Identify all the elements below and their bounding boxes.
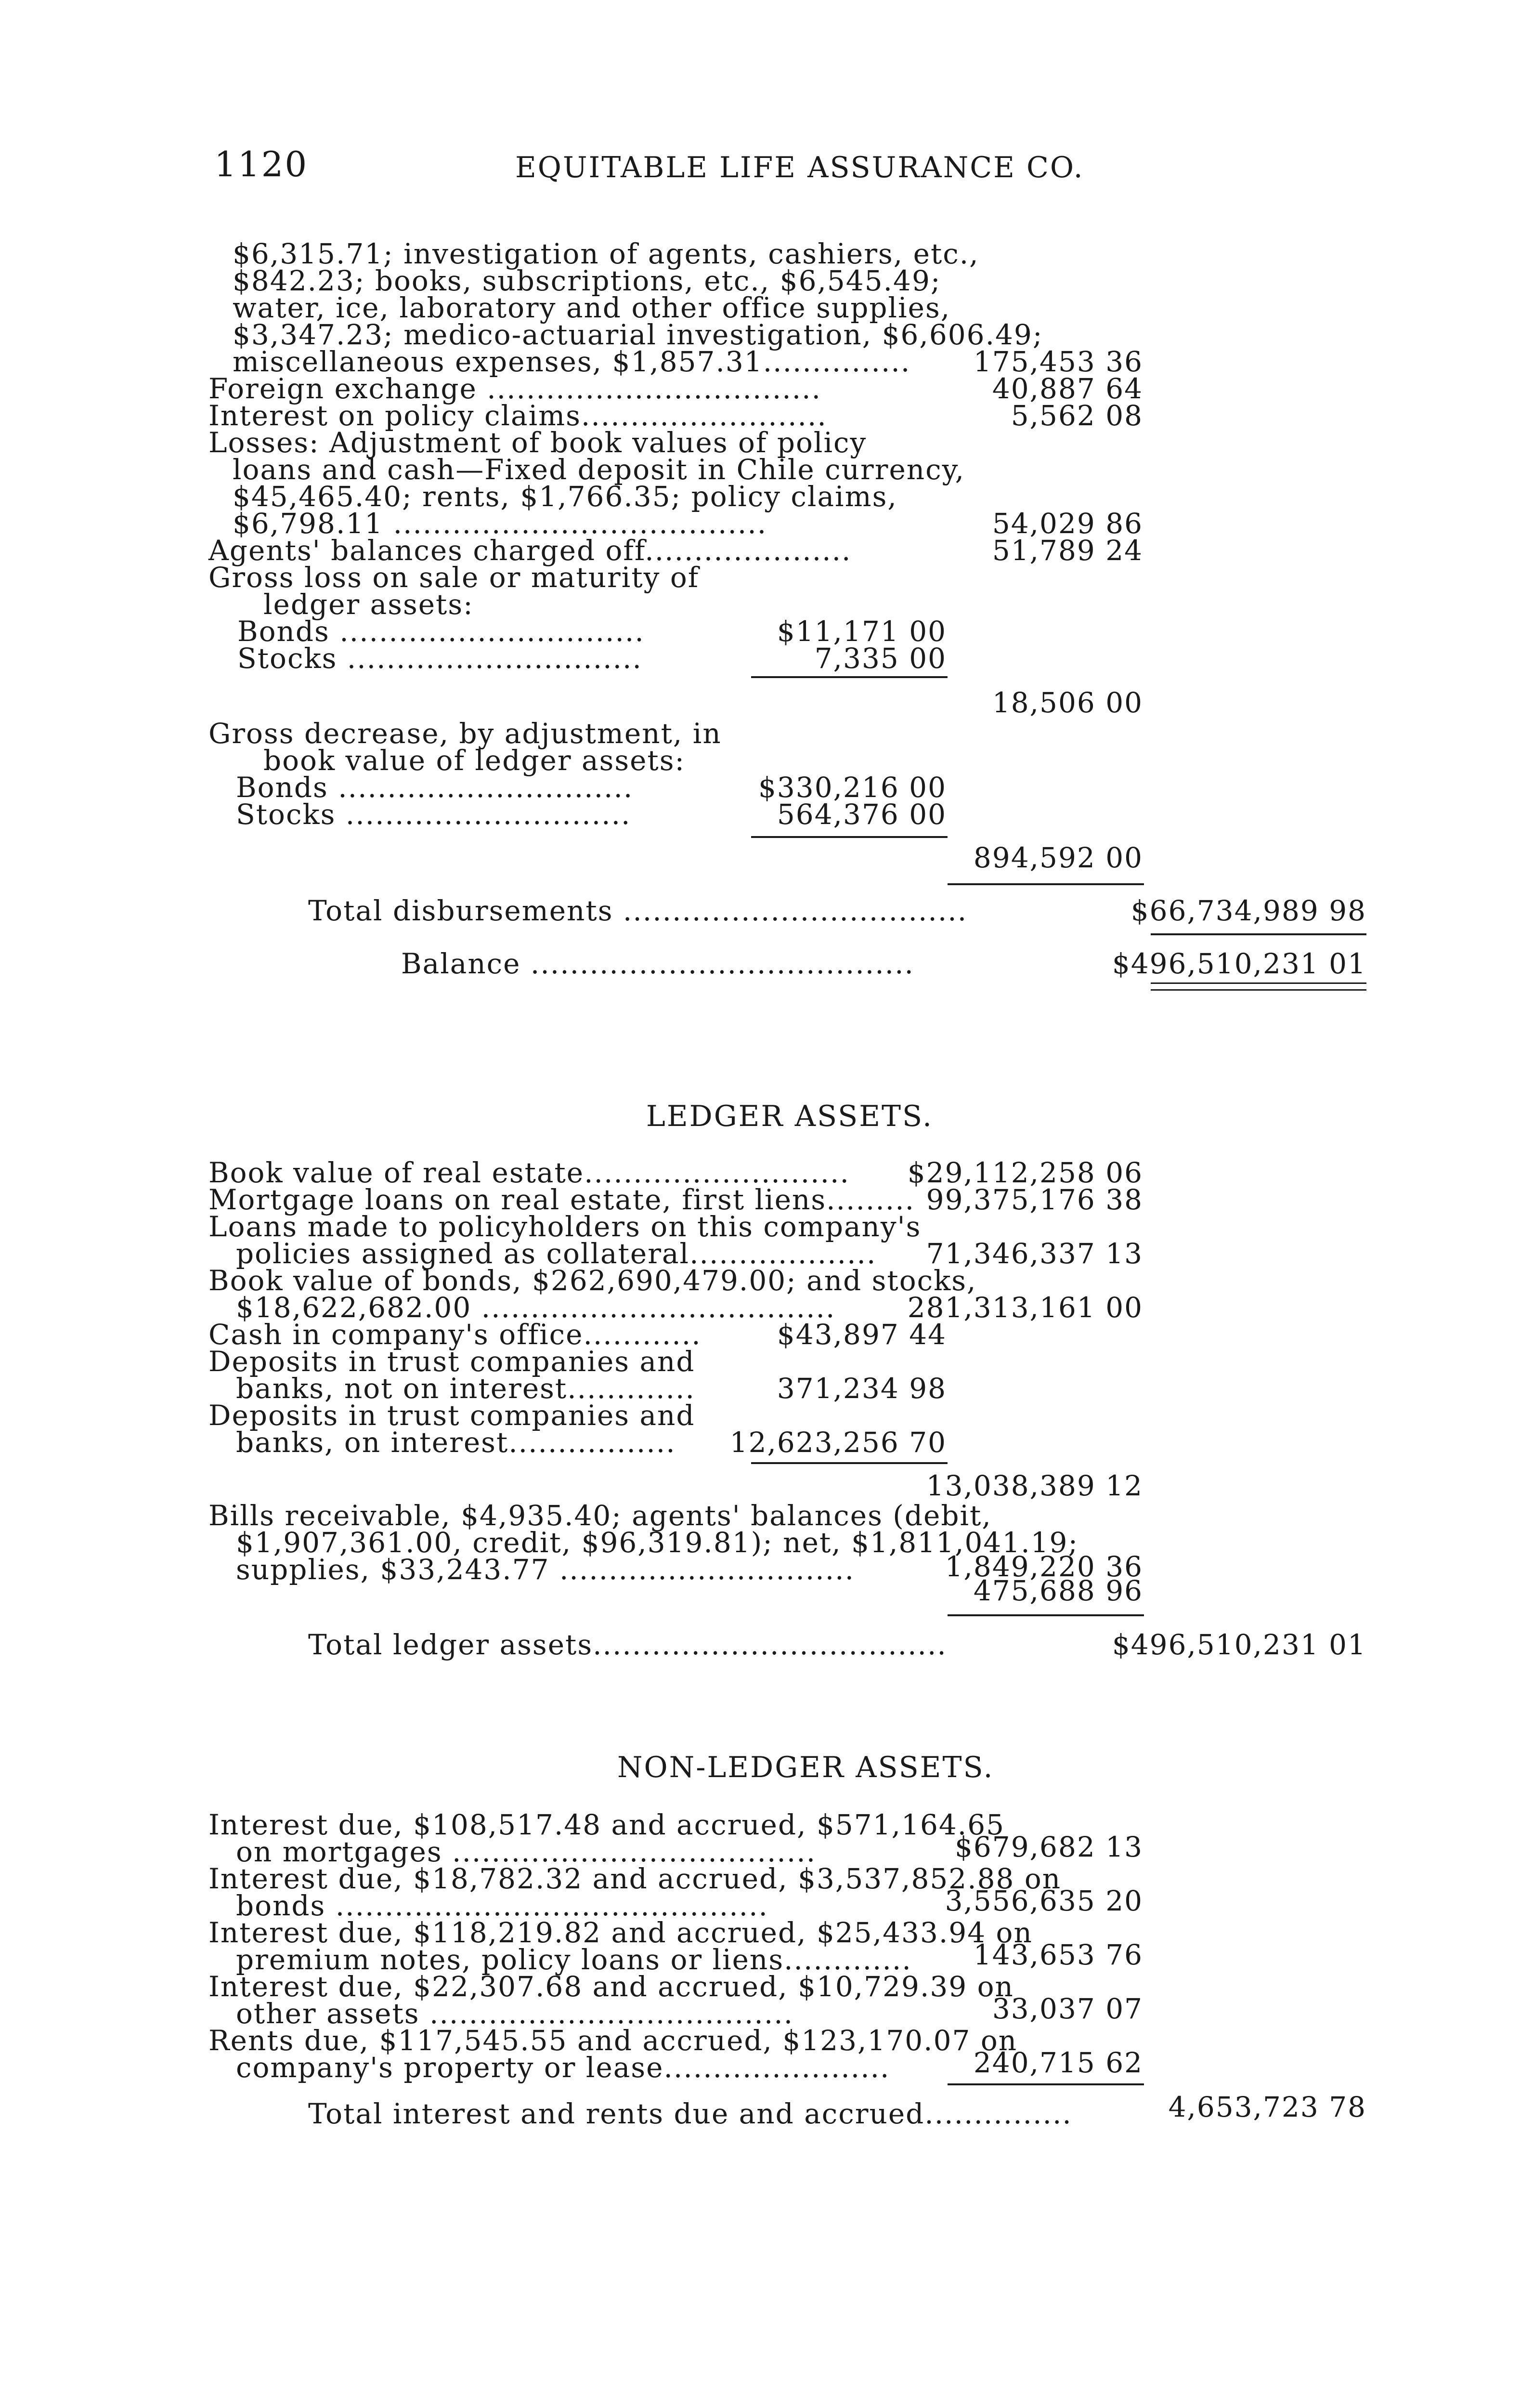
- gross-decrease-bonds-amount: $330,216 00: [758, 771, 947, 804]
- deposits-interest-line-1: Deposits in trust companies and: [208, 1399, 695, 1432]
- foreign-exchange-label: Foreign exchange ..................................: [208, 372, 822, 405]
- subtotal-rule: [948, 883, 1144, 885]
- gross-decrease-bonds-label: Bonds ..............................: [236, 771, 634, 804]
- rents-amount: 240,715 62: [973, 2046, 1143, 2079]
- losses-line-4: $6,798.11 ......................................: [233, 507, 767, 540]
- total-disbursements-amount: $66,734,989 98: [1130, 894, 1366, 927]
- policy-loans-line-2: policies assigned as collateral...................: [236, 1237, 877, 1270]
- page-number: 1120: [214, 144, 309, 184]
- deposits-no-interest-amount: 371,234 98: [777, 1372, 947, 1405]
- gross-loss-stocks-label: Stocks ..............................: [237, 642, 642, 675]
- cash-deposits-total: 13,038,389 12: [926, 1469, 1143, 1502]
- interest-claims-label: Interest on policy claims.........................: [208, 399, 827, 432]
- deposits-interest-line-2: banks, on interest.................: [236, 1426, 676, 1459]
- gross-loss-line-1: Gross loss on sale or maturity of: [208, 561, 700, 594]
- total-interest-rents-amount: 4,653,723 78: [1168, 2091, 1366, 2123]
- total-ledger-assets-label: Total ledger assets....................................: [308, 1628, 947, 1661]
- mortgage-loans-label: Mortgage loans on real estate, first liens.........: [208, 1183, 915, 1216]
- non-ledger-assets-title: NON-LEDGER ASSETS.: [617, 1751, 994, 1784]
- real-estate-amount: $29,112,258 06: [907, 1156, 1143, 1189]
- balance-amount: $496,510,231 01: [1112, 947, 1366, 980]
- cash-office-amount: $43,897 44: [777, 1318, 947, 1351]
- interest-other-line-1: Interest due, $22,307.68 and accrued, $10,729.39 on: [208, 1970, 1014, 2003]
- cash-deposits-rule: [751, 1462, 948, 1464]
- interest-bonds-line-1: Interest due, $18,782.32 and accrued, $3,537,852.88 on: [208, 1862, 1062, 1895]
- policy-loans-amount: 71,346,337 13: [926, 1237, 1143, 1270]
- deposits-no-interest-line-1: Deposits in trust companies and: [208, 1345, 695, 1378]
- disb-line-2: $842.23; books, subscriptions, etc., $6,545.49;: [233, 264, 941, 297]
- total-disbursements-rule: [1151, 933, 1366, 935]
- bonds-stocks-line-2: $18,622,682.00 ....................................: [236, 1291, 836, 1324]
- interest-bonds-line-2: bonds ............................................: [236, 1889, 768, 1922]
- agents-balances-label: Agents' balances charged off.....................: [208, 534, 852, 567]
- nonledger-subtotal-rule: [948, 2083, 1144, 2085]
- mortgage-loans-amount: 99,375,176 38: [926, 1183, 1143, 1216]
- policy-loans-line-1: Loans made to policyholders on this company's: [208, 1210, 922, 1243]
- gross-decrease-line-1: Gross decrease, by adjustment, in: [208, 717, 722, 750]
- bills-receivable-amount: 1,849,220 36: [945, 1550, 1143, 1583]
- rents-line-1: Rents due, $117,545.55 and accrued, $123,170.07 on: [208, 2024, 1018, 2057]
- foreign-exchange-amount: 40,887 64: [992, 372, 1143, 405]
- interest-other-line-2: other assets .....................................: [236, 1997, 794, 2030]
- ledger-subtotal-rule: [948, 1614, 1144, 1616]
- gross-decrease-stocks-amount: 564,376 00: [777, 798, 947, 831]
- interest-mortgages-line-1: Interest due, $108,517.48 and accrued, $571,164.65: [208, 1808, 1005, 1841]
- bonds-stocks-amount: 281,313,161 00: [907, 1291, 1143, 1324]
- gross-loss-total: 18,506 00: [992, 686, 1143, 719]
- interest-premium-notes-line-2: premium notes, policy loans or liens.............: [236, 1943, 912, 1976]
- deposits-interest-amount: 12,623,256 70: [729, 1426, 947, 1459]
- losses-line-3: $45,465.40; rents, $1,766.35; policy claims,: [233, 480, 897, 513]
- interest-claims-amount: 5,562 08: [1011, 399, 1143, 432]
- disb-line-5-amount: 175,453 36: [973, 345, 1143, 378]
- bills-receivable-line-3: supplies, $33,243.77 ..............................: [236, 1553, 855, 1586]
- gross-decrease-stocks-label: Stocks .............................: [236, 798, 631, 831]
- losses-amount: 54,029 86: [992, 507, 1143, 540]
- losses-line-1: Losses: Adjustment of book values of policy: [208, 426, 867, 459]
- total-interest-rents-label: Total interest and rents due and accrued...............: [308, 2097, 1072, 2130]
- disb-line-1: $6,315.71; investigation of agents, cashiers, etc.,: [233, 237, 979, 270]
- interest-mortgages-line-2: on mortgages .....................................: [236, 1835, 817, 1868]
- real-estate-label: Book value of real estate...........................: [208, 1156, 850, 1189]
- gross-loss-stocks-amount: 7,335 00: [814, 642, 947, 675]
- interest-other-amount: 33,037 07: [992, 1992, 1143, 2025]
- interest-premium-notes-line-1: Interest due, $118,219.82 and accrued, $25,433.94 on: [208, 1916, 1033, 1949]
- ledger-assets-title: LEDGER ASSETS.: [646, 1099, 934, 1133]
- gross-loss-bonds-label: Bonds ...............................: [237, 615, 645, 648]
- gross-loss-line-2: ledger assets:: [263, 588, 474, 621]
- losses-line-2: loans and cash—Fixed deposit in Chile currency,: [233, 453, 965, 486]
- gross-loss-rule: [751, 676, 948, 678]
- disb-line-3: water, ice, laboratory and other office supplies,: [233, 291, 951, 324]
- bills-receivable-line-1: Bills receivable, $4,935.40; agents' balances (debit,: [208, 1499, 992, 1532]
- total-ledger-assets-amount: $496,510,231 01: [1112, 1628, 1366, 1661]
- interest-premium-notes-amount: 143,653 76: [973, 1938, 1143, 1971]
- gross-loss-bonds-amount: $11,171 00: [777, 615, 947, 648]
- disb-line-5: miscellaneous expenses, $1,857.31...............: [233, 345, 911, 378]
- balance-label: Balance .......................................: [401, 947, 914, 980]
- balance-double-rule-2: [1151, 989, 1366, 991]
- deposits-no-interest-line-2: banks, not on interest.............: [236, 1372, 695, 1405]
- rents-line-2: company's property or lease.......................: [236, 2051, 890, 2084]
- bonds-stocks-line-1: Book value of bonds, $262,690,479.00; and stocks,: [208, 1264, 977, 1297]
- disb-line-4: $3,347.23; medico-actuarial investigation, $6,606.49;: [233, 318, 1043, 351]
- interest-bonds-amount: 3,556,635 20: [945, 1885, 1143, 1917]
- cash-office-label: Cash in company's office............: [208, 1318, 702, 1351]
- balance-double-rule-1: [1151, 982, 1366, 984]
- agents-balances-amount: 51,789 24: [992, 534, 1143, 567]
- bills-receivable-line-2: $1,907,361.00, credit, $96,319.81); net, $1,811,041.19;: [236, 1526, 1079, 1559]
- gross-decrease-line-2: book value of ledger assets:: [263, 744, 686, 777]
- gross-decrease-total: 894,592 00: [973, 841, 1143, 874]
- total-disbursements-label: Total disbursements ...................................: [308, 894, 968, 927]
- interest-mortgages-amount: $679,682 13: [955, 1831, 1143, 1863]
- supplies-amount: 475,688 96: [973, 1574, 1143, 1607]
- running-title: EQUITABLE LIFE ASSURANCE CO.: [515, 151, 1084, 184]
- gross-decrease-rule: [751, 836, 948, 838]
